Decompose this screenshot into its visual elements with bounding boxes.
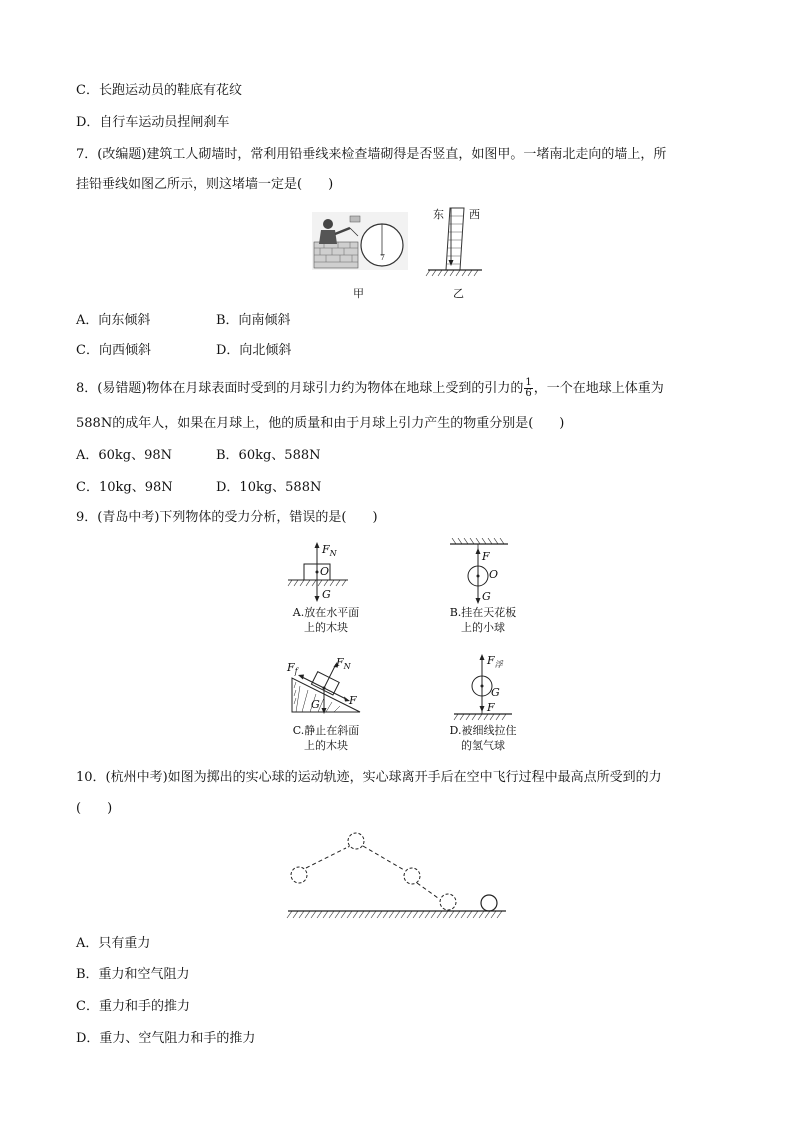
q9-figure-c: [286, 660, 366, 720]
q9b-force-g: G: [482, 590, 491, 603]
ground-hatch-line: [353, 911, 358, 918]
ground-hatch-line: [311, 911, 316, 918]
ground-hatch-line: [419, 911, 424, 918]
ball-position-3: [404, 868, 420, 884]
ball-position-4: [440, 894, 456, 910]
q10-stem-line2: ( ): [76, 801, 113, 816]
ground-hatch-line: [467, 911, 472, 918]
q7-stem-line1: 7．(改编题)建筑工人砌墙时，常利用铅垂线来检查墙砌得是否竖直，如图甲。一堵南北走向的墙上，所: [76, 147, 667, 162]
ground-hatch-line: [437, 911, 442, 918]
ground-hatch-line: [365, 911, 370, 918]
q9-figure-b: [446, 538, 516, 606]
q9b-point-o: O: [489, 568, 499, 581]
ground-hatch-line: [449, 911, 454, 918]
ground-hatch-line: [341, 911, 346, 918]
q9c-caption-line1: C.静止在斜面: [292, 724, 360, 737]
option-c-prev: C．长跑运动员的鞋底有花纹: [76, 83, 242, 98]
q9c-force-ff: [287, 661, 298, 676]
ground-hatch-line: [395, 911, 400, 918]
ground-hatch-line: [413, 911, 418, 918]
ground-hatch-line: [425, 911, 430, 918]
q10-option-d: D．重力、空气阻力和手的推力: [76, 1031, 256, 1046]
q9a-caption-line1: A.放在水平面: [292, 606, 360, 619]
q9c-caption-line2: 上的木块: [304, 739, 348, 752]
q7-stem-line2: 挂铅垂线如图乙所示，则这堵墙一定是( ): [76, 177, 334, 192]
q7-label-jia: 甲: [353, 287, 364, 300]
q7-label-yi: 乙: [453, 287, 464, 300]
q10-option-a: A．只有重力: [76, 936, 151, 951]
q8-stem-line2: 588N的成年人，如果在月球上，他的质量和由于月球上引力产生的物重分别是( ): [76, 416, 565, 431]
q8-stem-part1: 8．(易错题)物体在月球表面时受到的月球引力约为物体在地球上受到的引力的: [76, 381, 524, 396]
ground-hatch-line: [431, 911, 436, 918]
q10-trajectory-figure: [284, 826, 508, 926]
q10-option-b: B．重力和空气阻力: [76, 967, 190, 982]
q9a-fn-symbol: F: [322, 543, 330, 556]
q7-dir-east: 东: [433, 208, 444, 221]
q9a-force-fn: [322, 543, 337, 558]
ground-hatch-line: [401, 911, 406, 918]
ground-hatch-line: [479, 911, 484, 918]
q10-stem-line1: 10．(杭州中考)如图为掷出的实心球的运动轨迹，实心球离开手后在空中飞行过程中最高点所受到的力: [76, 770, 662, 785]
ball-position-1: [291, 867, 307, 883]
q9d-ffu-subscript: 浮: [494, 660, 503, 670]
q9d-force-f: F: [487, 701, 495, 714]
q7-option-b: B．向南倾斜: [216, 313, 291, 328]
q8-fraction-denominator: 6: [525, 388, 532, 399]
ball-position-2: [348, 833, 364, 849]
option-d-prev: D．自行车运动员捏闸刹车: [76, 115, 230, 130]
q9a-caption-line2: 上的木块: [304, 621, 348, 634]
q8-option-a: A．60kg、98N: [76, 448, 173, 463]
q9c-caption: [276, 723, 376, 753]
q7-dir-west: 西: [469, 208, 480, 221]
ground-hatch-line: [383, 911, 388, 918]
ground-hatch-line: [455, 911, 460, 918]
ground-hatch-line: [407, 911, 412, 918]
q9b-force-f: F: [482, 550, 490, 563]
q9c-ff-symbol: F: [287, 661, 295, 674]
ground-hatch-line: [299, 911, 304, 918]
q9d-ffu-symbol: F: [487, 654, 495, 667]
ground-hatch-line: [305, 911, 310, 918]
q9d-caption-line1: D.被细线拉住: [449, 724, 517, 737]
q8-stem-line1: [76, 378, 664, 399]
q9a-caption: [276, 605, 376, 635]
q7-option-c: C．向西倾斜: [76, 343, 151, 358]
q7-option-a: A．向东倾斜: [76, 313, 151, 328]
q8-option-c: C．10kg、98N: [76, 480, 173, 495]
ground-hatch-line: [377, 911, 382, 918]
ground-hatch-line: [473, 911, 478, 918]
q9a-force-g: G: [322, 588, 331, 601]
ground-hatch-line: [323, 911, 328, 918]
ground-hatch-line: [359, 911, 364, 918]
q9b-caption: [433, 605, 533, 635]
ground-hatch-line: [335, 911, 340, 918]
q7-dial-mark: 7: [380, 253, 386, 262]
q9-figure-d: [452, 652, 518, 722]
q9d-caption: [433, 723, 533, 753]
q9d-caption-line2: 的氢气球: [461, 739, 505, 752]
q9c-fn-subscript: N: [343, 662, 351, 672]
ground-hatch-line: [347, 911, 352, 918]
q9d-force-ffu: [487, 654, 503, 670]
ground-hatch-line: [329, 911, 334, 918]
q8-stem-part2: ，一个在地球上体重为: [533, 381, 664, 396]
q9a-point-o: O: [320, 565, 330, 578]
ground-hatch-line: [371, 911, 376, 918]
q8-option-b: B．60kg、588N: [216, 448, 321, 463]
ground-hatch-line: [491, 911, 496, 918]
q9a-fn-subscript: N: [329, 549, 337, 559]
q10-option-c: C．重力和手的推力: [76, 999, 190, 1014]
q9c-fn-symbol: F: [336, 656, 344, 669]
q7-figure-jia: [312, 212, 408, 270]
ground-hatch-line: [443, 911, 448, 918]
ground-hatch-line: [317, 911, 322, 918]
q8-fraction-numerator: 1: [525, 377, 532, 388]
ground-hatch-line: [389, 911, 394, 918]
ground-hatch-line: [497, 911, 502, 918]
q9d-force-g: G: [491, 686, 500, 699]
q7-option-d: D．向北倾斜: [216, 343, 292, 358]
ground-hatch-line: [461, 911, 466, 918]
ground-hatch-line: [485, 911, 490, 918]
q8-fraction: [524, 378, 532, 399]
q9c-force-fn: [336, 656, 351, 671]
q9b-caption-line1: B.挂在天花板: [449, 606, 517, 619]
q9b-caption-line2: 上的小球: [461, 621, 505, 634]
q9c-ff-subscript: f: [294, 667, 298, 677]
q8-option-d: D．10kg、588N: [216, 480, 322, 495]
ground-hatch-line: [293, 911, 298, 918]
q9c-force-f: F: [349, 694, 357, 707]
q9-stem: 9．(青岛中考)下列物体的受力分析，错误的是( ): [76, 510, 378, 525]
q9c-force-g: G: [311, 698, 320, 711]
ground-hatch-line: [287, 911, 292, 918]
ball-on-ground: [481, 895, 497, 911]
